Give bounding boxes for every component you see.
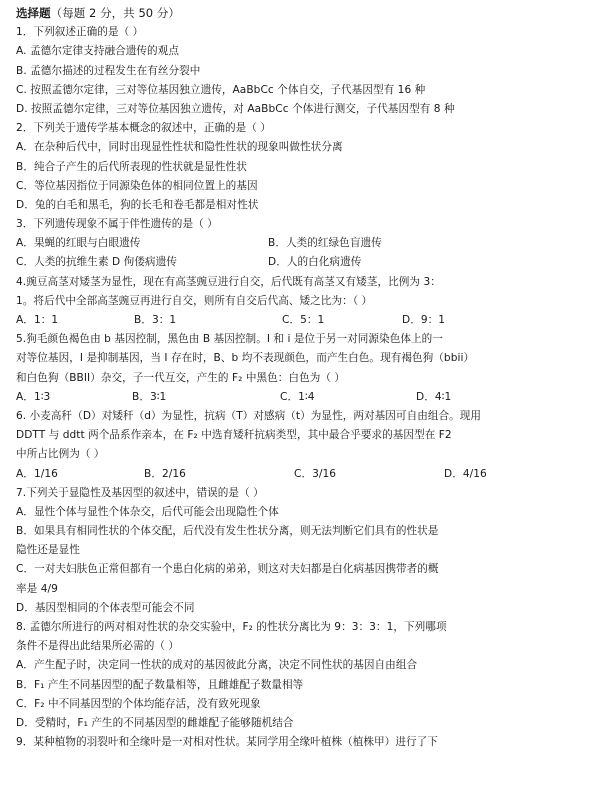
question-6-stem-line-2: DDTT 与 ddtt 两个品系作亲本，在 F₂ 中选育矮秆抗病类型，其中最合乎要求的基因型在 F2: [16, 429, 452, 442]
question-6-option-a: A．1/16: [16, 467, 58, 480]
question-6-stem-line-3: 中所占比例为（ ）: [16, 448, 105, 461]
question-4-stem-line-1: 4.豌豆高茎对矮茎为显性，现在有高茎豌豆进行自交，后代既有高茎又有矮茎，比例为 3：: [16, 275, 441, 288]
question-6-option-c: C．3/16: [294, 467, 337, 480]
question-2-option-d: D．兔的白毛和黑毛，狗的长毛和卷毛都是相对性状: [16, 198, 259, 211]
question-3-option-a: A．果蝇的红眼与白眼遗传: [16, 237, 141, 250]
question-7-option-d: D．基因型相同的个体表型可能会不同: [16, 601, 195, 614]
section-note: （每题 2 分，共 50 分）: [50, 6, 180, 20]
question-7-option-c-line-2: 率是 4/9: [16, 582, 58, 595]
question-3-stem: 3．下列遗传现象不属于伴性遗传的是（ ）: [16, 218, 218, 231]
question-1-option-c: C. 按照孟德尔定律，三对等位基因独立遗传，AaBbCc 个体自交，子代基因型有 16 种: [16, 83, 426, 96]
question-8-option-c: C．F₂ 中不同基因型的个体均能存活，没有致死现象: [16, 697, 261, 710]
question-8-option-a: A．产生配子时，决定同一性状的成对的基因彼此分离，决定不同性状的基因自由组合: [16, 659, 418, 672]
question-2-option-a: A．在杂种后代中，同时出现显性性状和隐性性状的现象叫做性状分离: [16, 141, 343, 154]
question-4-option-b: B．3：1: [134, 314, 177, 326]
question-4-stem-line-2: 1。将后代中全部高茎豌豆再进行自交，则所有自交后代高、矮之比为：（ ）: [16, 294, 373, 307]
question-1-option-a: A. 孟德尔定律支持融合遗传的观点: [16, 45, 179, 58]
question-3-option-c: C．人类的抗维生素 D 佝偻病遗传: [16, 256, 177, 269]
question-8-option-b: B．F₁ 产生不同基因型的配子数量相等，且雌雄配子数量相等: [16, 678, 304, 691]
question-1-option-d: D. 按照孟德尔定律，三对等位基因独立遗传，对 AaBbCc 个体进行测交，子代基因型有 8 种: [16, 102, 455, 115]
question-2-option-c: C．等位基因指位于同源染色体的相同位置上的基因: [16, 179, 258, 192]
question-4-option-a: A．1：1: [16, 314, 59, 326]
question-7-option-c-line-1: C．一对夫妇肤色正常但都有一个患白化病的弟弟，则这对夫妇都是白化病基因携带者的概: [16, 563, 439, 576]
question-4-option-c: C．5：1: [282, 314, 325, 326]
question-6-option-b: B．2/16: [144, 467, 186, 480]
section-title: 选择题: [16, 6, 51, 20]
question-8-stem-line-1: 8. 孟德尔所进行的两对相对性状的杂交实验中，F₂ 的性状分离比为 9：3：3：1，下列哪项: [16, 621, 447, 633]
question-4-option-d: D．9：1: [402, 314, 446, 326]
question-5-stem-line-1: 5.狗毛颜色褐色由 b 基因控制，黑色由 B 基因控制。I 和 i 是位于另一对同源染色体上的一: [16, 333, 443, 346]
question-2-option-b: B．纯合子产生的后代所表现的性状就是显性性状: [16, 160, 247, 173]
question-5-options: [16, 388, 596, 407]
question-3-option-d: D．人的白化病遗传: [268, 256, 362, 269]
question-3-option-b: B．人类的红绿色盲遗传: [268, 237, 382, 250]
question-5-stem-line-2: 对等位基因，I 是抑制基因，当 I 存在时，B、b 均不表现颜色，而产生白色。现有褐色狗（bbii）: [16, 352, 475, 365]
exam-page: [0, 4, 604, 752]
question-8-option-d: D．受精时，F₁ 产生的不同基因型的雌雄配子能够随机结合: [16, 716, 294, 729]
question-8-stem-line-2: 条件不是得出此结果所必需的（ ）: [16, 640, 180, 653]
question-5-stem-line-3: 和白色狗（BBII）杂交，子一代互交，产生的 F₂ 中黑色：白色为（ ）: [16, 371, 346, 384]
question-7-option-b-line-1: B．如果具有相同性状的个体交配，后代没有发生性状分离，则无法判断它们具有的性状是: [16, 525, 439, 538]
question-1-stem: 1．下列叙述正确的是（ ）: [16, 26, 144, 39]
question-7-option-b-line-2: 隐性还是显性: [16, 544, 80, 557]
question-5-option-a: A．1∶3: [16, 390, 51, 403]
question-4-options: [16, 311, 596, 330]
question-5-option-c: C．1∶4: [280, 390, 315, 403]
question-6-stem-line-1: 6. 小麦高秆（D）对矮秆（d）为显性，抗病（T）对感病（t）为显性，两对基因可自由组合。现用: [16, 409, 482, 422]
question-9-stem: 9．某种植物的羽裂叶和全缘叶是一对相对性状。某同学用全缘叶植株（植株甲）进行了下: [16, 736, 438, 749]
question-6-options: [16, 465, 596, 484]
section-header: [16, 4, 596, 23]
question-5-option-d: D．4∶1: [416, 390, 452, 403]
question-1-option-b: B. 孟德尔描述的过程发生在有丝分裂中: [16, 64, 201, 77]
question-3-options-row-1: [16, 234, 596, 253]
question-2-stem: 2．下列关于遗传学基本概念的叙述中，正确的是（ ）: [16, 122, 272, 135]
question-7-option-a: A．显性个体与显性个体杂交，后代可能会出现隐性个体: [16, 505, 279, 518]
question-3-options-row-2: [16, 253, 596, 272]
question-5-option-b: B．3∶1: [132, 390, 167, 403]
question-6-option-d: D．4/16: [444, 467, 487, 480]
question-7-stem: 7.下列关于显隐性及基因型的叙述中，错误的是（ ）: [16, 486, 264, 499]
